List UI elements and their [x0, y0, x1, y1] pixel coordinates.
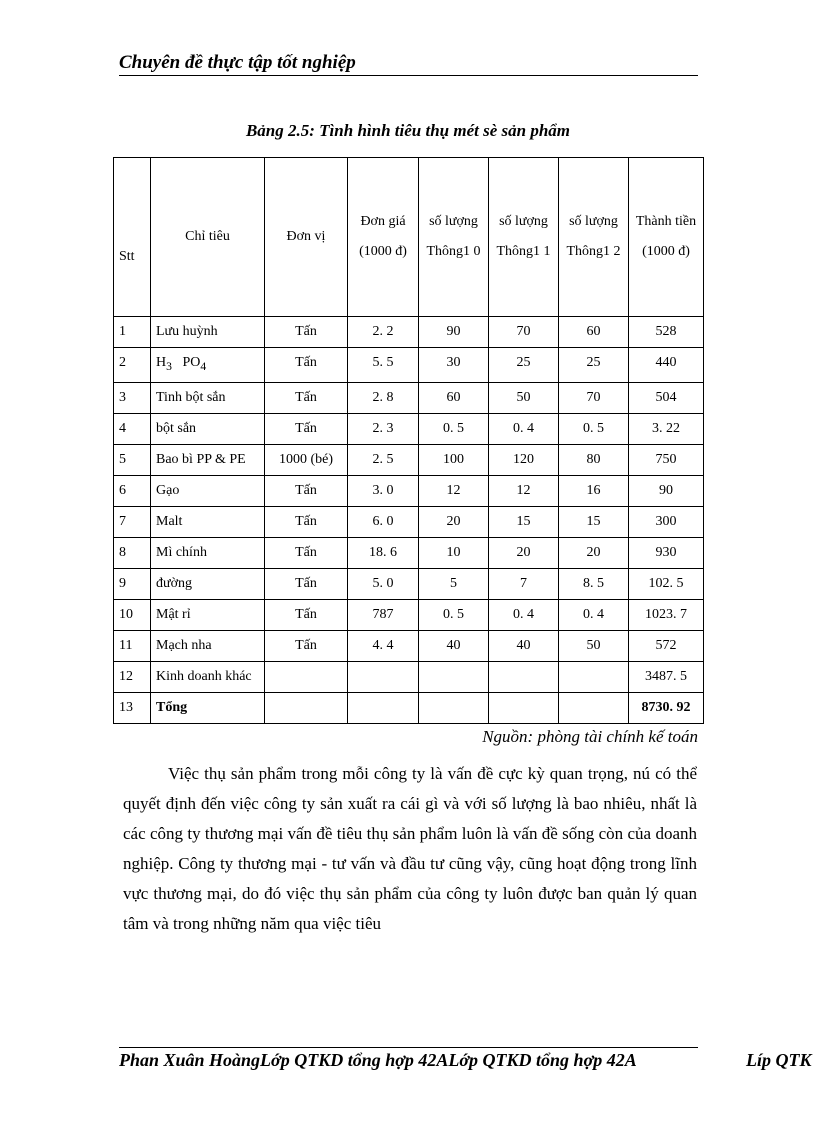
table-cell: Mật rỉ — [151, 599, 265, 630]
footer-class-cut: Líp QTK — [746, 1050, 812, 1070]
table-cell: 1 — [114, 317, 151, 348]
table-cell: $H_3$ $PO_4$ — [151, 348, 265, 383]
column-header: Stt — [114, 158, 151, 317]
table-cell: 80 — [559, 444, 629, 475]
table-cell — [489, 661, 559, 692]
body-paragraph-block — [123, 759, 697, 939]
table-cell: 504 — [629, 382, 704, 413]
table-row — [114, 444, 704, 475]
table-cell: 15 — [489, 506, 559, 537]
table-cell: 20 — [419, 506, 489, 537]
table-cell: 1000 (bé) — [265, 444, 348, 475]
table-cell: 12 — [114, 661, 151, 692]
table-cell: 4 — [114, 413, 151, 444]
table-cell: Tinh bột sắn — [151, 382, 265, 413]
table-cell — [489, 692, 559, 723]
table-cell: 0. 4 — [489, 413, 559, 444]
table-cell: 2. 2 — [348, 317, 419, 348]
table-cell: 5. 0 — [348, 568, 419, 599]
table-cell: 7 — [489, 568, 559, 599]
table-cell: 6 — [114, 475, 151, 506]
table-row — [114, 568, 704, 599]
table-row — [114, 475, 704, 506]
table-cell: Tấn — [265, 506, 348, 537]
table-cell: 0. 4 — [489, 599, 559, 630]
table-row — [114, 348, 704, 383]
table-cell: Tấn — [265, 599, 348, 630]
table-cell: 4. 4 — [348, 630, 419, 661]
table-cell: 3 — [114, 382, 151, 413]
table-cell: 120 — [489, 444, 559, 475]
table-cell: 40 — [419, 630, 489, 661]
table-cell: 70 — [489, 317, 559, 348]
table-cell: Gạo — [151, 475, 265, 506]
table-cell: 2. 5 — [348, 444, 419, 475]
table-cell: Mì chính — [151, 537, 265, 568]
column-header: Thành tiền (1000 đ) — [629, 158, 704, 317]
table-cell — [265, 692, 348, 723]
table-cell: 3. 22 — [629, 413, 704, 444]
table-cell: Tấn — [265, 317, 348, 348]
table-cell: 20 — [559, 537, 629, 568]
column-header: số lượng Thông1 1 — [489, 158, 559, 317]
table-cell: 0. 5 — [419, 413, 489, 444]
table-cell: 528 — [629, 317, 704, 348]
table-cell: 2 — [114, 348, 151, 383]
table-cell: 40 — [489, 630, 559, 661]
table-row — [114, 506, 704, 537]
table-cell: 12 — [489, 475, 559, 506]
table-cell: 440 — [629, 348, 704, 383]
table-cell: 18. 6 — [348, 537, 419, 568]
table-cell — [559, 692, 629, 723]
table-cell: 1023. 7 — [629, 599, 704, 630]
table-cell: 8. 5 — [559, 568, 629, 599]
table-row — [114, 661, 704, 692]
table-row — [114, 537, 704, 568]
table-cell: Tấn — [265, 630, 348, 661]
table-cell: Tấn — [265, 475, 348, 506]
body-paragraph: Việc thụ sản phẩm trong mỗi công ty là vấn đề cực kỳ quan trọng, nú có thể quyết định đến việc công ty sản xuất ra cái gì và với số lượng là bao nhiêu, nhất là các công ty thương mại vấn đề tiêu thụ sản phẩm luôn là vấn đề sống còn của doanh nghiệp. Công ty thương mại - tư vấn và đầu tư cũng vậy, cũng hoạt động trong lĩnh vực thương mại, do đó việc thụ sản phẩm của công ty luôn được ban quản lý quan tâm và trong những năm qua việc tiêu — [123, 764, 697, 933]
table-cell: 572 — [629, 630, 704, 661]
table-cell: 8 — [114, 537, 151, 568]
table-cell: 5. 5 — [348, 348, 419, 383]
page-header-title: Chuyên đề thực tập tốt nghiệp — [119, 52, 356, 73]
table-cell: 6. 0 — [348, 506, 419, 537]
table-cell: 20 — [489, 537, 559, 568]
table-cell: 0. 4 — [559, 599, 629, 630]
table-cell: 0. 5 — [419, 599, 489, 630]
table-cell: Lưu huỳnh — [151, 317, 265, 348]
table-cell — [559, 661, 629, 692]
table-cell: 25 — [489, 348, 559, 383]
column-header: Đơn vị — [265, 158, 348, 317]
table-cell: 102. 5 — [629, 568, 704, 599]
table-cell — [265, 661, 348, 692]
table-row — [114, 317, 704, 348]
table-cell: Mạch nha — [151, 630, 265, 661]
table-cell: 30 — [419, 348, 489, 383]
table-cell: 25 — [559, 348, 629, 383]
table-cell: 2. 3 — [348, 413, 419, 444]
table-cell: Tấn — [265, 348, 348, 383]
table-cell: 2. 8 — [348, 382, 419, 413]
table-cell — [419, 661, 489, 692]
column-header: số lượng Thông1 2 — [559, 158, 629, 317]
table-cell: 300 — [629, 506, 704, 537]
table-row — [114, 599, 704, 630]
table-cell: 3. 0 — [348, 475, 419, 506]
table-cell: 60 — [419, 382, 489, 413]
table-cell: 9 — [114, 568, 151, 599]
table-cell: 15 — [559, 506, 629, 537]
table-row — [114, 630, 704, 661]
table-row — [114, 382, 704, 413]
table-cell: Malt — [151, 506, 265, 537]
table-source-note: Nguồn: phòng tài chính kế toán — [482, 727, 698, 746]
table-cell: Tấn — [265, 568, 348, 599]
table-cell: 8730. 92 — [629, 692, 704, 723]
table-cell: 13 — [114, 692, 151, 723]
footer-author: Phan Xuân HoàngLớp QTKD tổng hợp 42ALớp QTKD tổng hợp 42A — [119, 1050, 637, 1070]
table-cell: 0. 5 — [559, 413, 629, 444]
table-cell: Tấn — [265, 537, 348, 568]
sales-table — [113, 157, 704, 724]
table-cell: 10 — [114, 599, 151, 630]
table-cell: 7 — [114, 506, 151, 537]
table-cell: 50 — [559, 630, 629, 661]
table-cell: đường — [151, 568, 265, 599]
table-cell: 50 — [489, 382, 559, 413]
table-cell — [348, 661, 419, 692]
table-cell: 90 — [629, 475, 704, 506]
header-divider — [119, 75, 698, 76]
table-cell: Tổng — [151, 692, 265, 723]
table-cell: 70 — [559, 382, 629, 413]
table-cell: 100 — [419, 444, 489, 475]
table-cell: 90 — [419, 317, 489, 348]
table-caption: Bảng 2.5: Tình hình tiêu thụ mét sè sản phẩm — [245, 121, 571, 140]
table-cell — [419, 692, 489, 723]
table-cell: 930 — [629, 537, 704, 568]
table-cell: 5 — [114, 444, 151, 475]
table-cell: 750 — [629, 444, 704, 475]
table-header-row — [114, 158, 704, 317]
table-cell: 11 — [114, 630, 151, 661]
table-cell: 787 — [348, 599, 419, 630]
table-cell: 12 — [419, 475, 489, 506]
table-cell: 16 — [559, 475, 629, 506]
table-cell: Tấn — [265, 413, 348, 444]
table-row — [114, 413, 704, 444]
table-cell: 5 — [419, 568, 489, 599]
table-cell: 10 — [419, 537, 489, 568]
table-cell: Tấn — [265, 382, 348, 413]
table-cell: 3487. 5 — [629, 661, 704, 692]
table-cell: 60 — [559, 317, 629, 348]
table-row — [114, 692, 704, 723]
column-header: số lượng Thông1 0 — [419, 158, 489, 317]
table-cell — [348, 692, 419, 723]
table-cell: Bao bì PP & PE — [151, 444, 265, 475]
column-header: Chỉ tiêu — [151, 158, 265, 317]
table-cell: bột sắn — [151, 413, 265, 444]
table-cell: Kinh doanh khác — [151, 661, 265, 692]
column-header: Đơn giá (1000 đ) — [348, 158, 419, 317]
footer-divider — [119, 1047, 698, 1048]
